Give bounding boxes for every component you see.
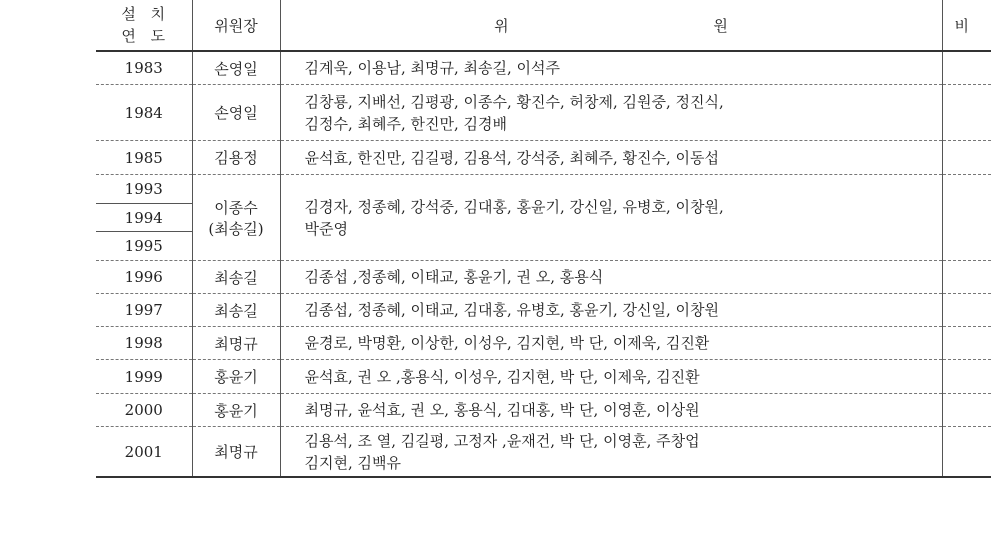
- table-row: [96, 394, 991, 427]
- members-cell: 윤경로, 박명환, 이상한, 이성우, 김지현, 박 단, 이제욱, 김진환: [280, 327, 942, 360]
- year-sub-cell: 1993: [96, 175, 192, 204]
- chair-cell: 최송길: [192, 294, 280, 327]
- members-cell: 김계욱, 이용남, 최명규, 최송길, 이석주: [280, 51, 942, 85]
- note-cell: [942, 294, 991, 327]
- chair-cell: 최송길: [192, 261, 280, 294]
- chair-cell: 손영일: [192, 51, 280, 85]
- members-cell: 김종섭, 정종혜, 이태교, 김대홍, 유병호, 홍윤기, 강신일, 이창원: [280, 294, 942, 327]
- members-cell: 김창룡, 지배선, 김평광, 이종수, 황진수, 허창제, 김원중, 정진식, 김정수, 최혜주, 한진만, 김경배: [280, 85, 942, 141]
- year-cell: 1998: [96, 327, 192, 360]
- year-cell: 1985: [96, 141, 192, 175]
- note-cell: [942, 141, 991, 175]
- year-sub-cell: 1994: [96, 204, 192, 233]
- year-cell: 1997: [96, 294, 192, 327]
- table-header-row: [96, 0, 991, 51]
- header-chair: 위원장: [192, 0, 280, 51]
- table-row: [96, 294, 991, 327]
- members-cell: 김종섭 ,정종혜, 이태교, 홍윤기, 권 오, 홍용식: [280, 261, 942, 294]
- members-cell: 최명규, 윤석효, 권 오, 홍용식, 김대홍, 박 단, 이영훈, 이상원: [280, 394, 942, 427]
- table-row: [96, 175, 991, 261]
- note-cell: [942, 51, 991, 85]
- note-cell: [942, 394, 991, 427]
- year-cell: 1983: [96, 51, 192, 85]
- year-cell: 1999: [96, 360, 192, 394]
- header-year: 설 치 연 도: [96, 0, 192, 51]
- members-cell: 윤석효, 한진만, 김길평, 김용석, 강석중, 최혜주, 황진수, 이동섭: [280, 141, 942, 175]
- table-row: [96, 85, 991, 141]
- table-row: [96, 360, 991, 394]
- note-cell: [942, 175, 991, 261]
- chair-cell: 홍윤기: [192, 360, 280, 394]
- header-members: 위 원: [280, 0, 942, 51]
- table-row: [96, 327, 991, 360]
- members-cell: 김경자, 정종혜, 강석중, 김대홍, 홍윤기, 강신일, 유병호, 이창원, 박준영: [280, 175, 942, 261]
- members-cell: 김용석, 조 열, 김길평, 고정자 ,윤재건, 박 단, 이영훈, 주창업 김지현, 김백유: [280, 427, 942, 478]
- note-cell: [942, 427, 991, 478]
- committee-table: [96, 0, 991, 478]
- year-cell: 2000: [96, 394, 192, 427]
- chair-cell: 홍윤기: [192, 394, 280, 427]
- year-cell: 2001: [96, 427, 192, 478]
- members-cell: 윤석효, 권 오 ,홍용식, 이성우, 김지현, 박 단, 이제욱, 김진환: [280, 360, 942, 394]
- year-cell: 1996: [96, 261, 192, 294]
- table-row: [96, 427, 991, 478]
- table-row: [96, 261, 991, 294]
- chair-cell: 김용정: [192, 141, 280, 175]
- chair-cell: 최명규: [192, 327, 280, 360]
- chair-cell: 손영일: [192, 85, 280, 141]
- year-cell: 1984: [96, 85, 192, 141]
- note-cell: [942, 261, 991, 294]
- header-note: 비: [942, 0, 991, 51]
- note-cell: [942, 360, 991, 394]
- table-row: [96, 51, 991, 85]
- table-row: [96, 141, 991, 175]
- note-cell: [942, 85, 991, 141]
- chair-cell: 최명규: [192, 427, 280, 478]
- chair-cell: 이종수 (최송길): [192, 175, 280, 261]
- committee-sheet: [96, 0, 991, 478]
- year-cell: [96, 175, 192, 261]
- note-cell: [942, 327, 991, 360]
- year-sub-cell: 1995: [124, 237, 163, 256]
